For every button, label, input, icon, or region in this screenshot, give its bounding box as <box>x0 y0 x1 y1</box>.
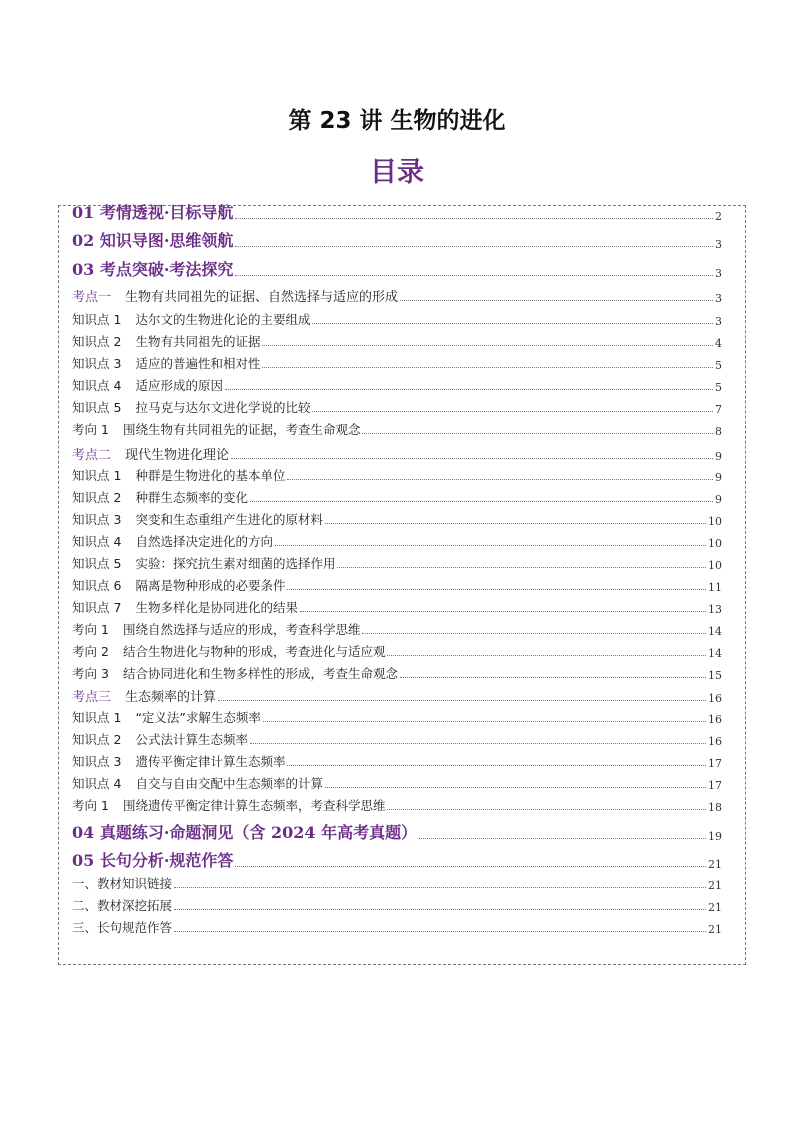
toc-page-number: 18 <box>708 801 722 814</box>
toc-entry-prefix: 知识点 2 <box>72 490 122 505</box>
toc-page-number: 21 <box>708 879 722 892</box>
toc-page-number: 3 <box>715 238 722 251</box>
toc-entry-text: 种群是生物进化的基本单位 <box>135 468 286 483</box>
toc-leader-dots <box>287 764 706 766</box>
toc-entry-label <box>72 257 233 280</box>
toc-leader-dots <box>262 366 713 368</box>
toc-entry[interactable] <box>72 466 722 484</box>
toc-leader-dots <box>174 908 706 910</box>
toc-entry[interactable] <box>72 576 722 594</box>
toc-entry-prefix: 知识点 4 <box>72 378 122 393</box>
toc-leader-dots <box>235 245 713 247</box>
toc-entry-text: 一、教材知识链接 <box>72 876 173 891</box>
toc-entry-label <box>72 598 298 616</box>
toc-entry-text: 遗传平衡定律计算生态频率 <box>135 754 286 769</box>
toc-entry-text: 结合协同进化和生物多样性的形成，考查生命观念 <box>122 666 398 681</box>
toc-entry-label <box>72 228 233 251</box>
toc-entry[interactable] <box>72 554 722 572</box>
toc-entry[interactable] <box>72 752 722 770</box>
toc-leader-dots <box>387 808 706 810</box>
toc-leader-dots <box>419 837 706 839</box>
toc-entry-text: 三、长句规范作答 <box>72 920 173 935</box>
toc-entry[interactable] <box>72 200 722 223</box>
toc-page-number: 10 <box>708 515 722 528</box>
toc-entry-text: 围绕生物有共同祖先的证据，考查生命观念 <box>122 422 361 437</box>
toc-entry[interactable] <box>72 376 722 394</box>
toc-leader-dots <box>225 388 713 390</box>
toc-entry-text: 现代生物进化理论 <box>125 448 230 463</box>
toc-entry[interactable] <box>72 664 722 682</box>
toc-entry[interactable] <box>72 310 722 328</box>
toc-entry-prefix: 知识点 3 <box>72 512 122 527</box>
toc-page-number: 4 <box>715 337 722 350</box>
toc-entry-label <box>72 708 261 726</box>
toc-page-number: 3 <box>715 315 722 328</box>
toc-entry[interactable] <box>72 398 722 416</box>
toc-page-number: 3 <box>715 292 722 305</box>
toc-leader-dots <box>174 886 706 888</box>
toc-page-number: 5 <box>715 381 722 394</box>
toc-entry-label <box>72 554 335 572</box>
toc-entry-prefix: 知识点 4 <box>72 534 122 549</box>
toc-entry-label <box>72 620 360 638</box>
toc-entry-label <box>72 532 273 550</box>
toc-entry-text: 01 考情透视·目标导航 <box>72 203 234 222</box>
toc-entry-label <box>72 848 233 871</box>
toc-entry-label <box>72 332 260 350</box>
toc-entry[interactable] <box>72 598 722 616</box>
toc-entry-text: 围绕遗传平衡定律计算生态频率，考查科学思维 <box>122 798 386 813</box>
toc-leader-dots <box>337 566 706 568</box>
toc-entry-label <box>72 488 248 506</box>
toc-entry-label <box>72 466 285 484</box>
toc-entry-prefix: 知识点 1 <box>72 710 122 725</box>
toc-entry-label <box>72 398 310 416</box>
toc-entry-label <box>72 286 398 305</box>
toc-entry-text: 突变和生态重组产生进化的原材料 <box>135 512 323 527</box>
toc-page-number: 7 <box>715 403 722 416</box>
toc-entry-prefix: 考点一 <box>72 290 112 305</box>
toc-leader-dots <box>400 299 713 301</box>
toc-entry-prefix: 知识点 5 <box>72 556 122 571</box>
toc-entry-text: 生态频率的计算 <box>125 690 217 705</box>
toc-entry-label <box>72 752 285 770</box>
toc-entry-prefix: 知识点 2 <box>72 334 122 349</box>
toc-page-number: 21 <box>708 923 722 936</box>
toc-page-number: 15 <box>708 669 722 682</box>
toc-entry[interactable] <box>72 796 722 814</box>
toc-page-number: 11 <box>708 581 722 594</box>
toc-entry[interactable] <box>72 820 722 843</box>
toc-page-number: 19 <box>708 830 722 843</box>
toc-entry-prefix: 知识点 1 <box>72 468 122 483</box>
toc-entry[interactable] <box>72 642 722 660</box>
toc-entry-prefix: 考向 1 <box>72 422 109 437</box>
toc-entry-prefix: 知识点 1 <box>72 312 122 327</box>
toc-leader-dots <box>325 786 706 788</box>
toc-page-number: 5 <box>715 359 722 372</box>
toc-entry-label <box>72 642 385 660</box>
toc-leader-dots <box>387 654 706 656</box>
toc-entry-text: 达尔文的生物进化论的主要组成 <box>135 312 311 327</box>
toc-page-number: 10 <box>708 537 722 550</box>
toc-page-number: 9 <box>715 471 722 484</box>
toc-entry-label <box>72 686 216 705</box>
toc-page-number: 2 <box>715 210 722 223</box>
toc-entry-prefix: 知识点 5 <box>72 400 122 415</box>
toc-entry-label <box>72 664 398 682</box>
toc-page-number: 14 <box>708 625 722 638</box>
toc-entry-label <box>72 354 260 372</box>
toc-entry-text: 自然选择决定进化的方向 <box>135 534 273 549</box>
toc-leader-dots <box>250 500 713 502</box>
toc-entry-text: 生物多样化是协同进化的结果 <box>135 600 298 615</box>
toc-entry[interactable] <box>72 848 722 871</box>
toc-entry[interactable] <box>72 420 722 438</box>
page-title: 第 23 讲 生物的进化 <box>288 108 506 134</box>
toc-entry-text: 实验：探究抗生素对细菌的选择作用 <box>135 556 336 571</box>
toc-entry[interactable] <box>72 510 722 528</box>
toc-leader-dots <box>312 410 713 412</box>
toc-entry[interactable] <box>72 257 722 280</box>
toc-page-number: 16 <box>708 692 722 705</box>
toc-leader-dots <box>275 544 706 546</box>
toc-leader-dots <box>235 274 713 276</box>
toc-entry-label <box>72 774 323 792</box>
toc-page-number: 17 <box>708 757 722 770</box>
toc-leader-dots <box>231 457 713 459</box>
toc-entry-label <box>72 510 323 528</box>
toc-entry-prefix: 知识点 2 <box>72 732 122 747</box>
toc-entry-prefix: 知识点 3 <box>72 754 122 769</box>
toc-page-number: 21 <box>708 901 722 914</box>
toc-page-number: 21 <box>708 858 722 871</box>
toc-entry-text: 种群生态频率的变化 <box>135 490 248 505</box>
toc-entry-prefix: 知识点 6 <box>72 578 122 593</box>
toc-entry[interactable] <box>72 532 722 550</box>
toc-entry-text: 自交与自由交配中生态频率的计算 <box>135 776 323 791</box>
toc-entry-label <box>72 918 172 936</box>
toc-entry[interactable] <box>72 730 722 748</box>
toc-entry[interactable] <box>72 918 722 936</box>
toc-entry-label <box>72 420 360 438</box>
toc-entry-label <box>72 730 248 748</box>
toc-entry-prefix: 考向 2 <box>72 644 109 659</box>
toc-entry-label <box>72 310 310 328</box>
toc-entry-prefix: 考点二 <box>72 448 112 463</box>
toc-leader-dots <box>287 478 713 480</box>
toc-entry-text: 生物有共同祖先的证据、自然选择与适应的形成 <box>125 290 399 305</box>
toc-page-number: 8 <box>715 425 722 438</box>
toc-entry[interactable] <box>72 444 722 463</box>
toc-entry[interactable] <box>72 354 722 372</box>
toc-entry-text: 围绕自然选择与适应的形成，考查科学思维 <box>122 622 361 637</box>
toc-entry[interactable] <box>72 620 722 638</box>
toc-entry-text: 结合生物进化与物种的形成，考查进化与适应观 <box>122 644 386 659</box>
toc-leader-dots <box>235 865 706 867</box>
toc-leader-dots <box>174 930 706 932</box>
toc-entry-label <box>72 820 417 843</box>
toc-entry-text: 公式法计算生态频率 <box>135 732 248 747</box>
toc-entry-text: 拉马克与达尔文进化学说的比较 <box>135 400 311 415</box>
toc-entry-text: 生物有共同祖先的证据 <box>135 334 261 349</box>
toc-leader-dots <box>218 699 706 701</box>
toc-entry-prefix: 知识点 3 <box>72 356 122 371</box>
toc-entry-label <box>72 896 172 914</box>
toc-leader-dots <box>362 432 713 434</box>
toc-entry-text: 03 考点突破·考法探究 <box>72 260 234 279</box>
toc-entry-label <box>72 576 285 594</box>
toc-entry-label <box>72 200 233 223</box>
toc-entry-label <box>72 874 172 892</box>
toc-entry[interactable] <box>72 332 722 350</box>
toc-leader-dots <box>325 522 706 524</box>
toc-leader-dots <box>400 676 706 678</box>
toc-entry[interactable] <box>72 228 722 251</box>
toc-entry[interactable] <box>72 874 722 892</box>
toc-entry[interactable] <box>72 686 722 705</box>
toc-page-number: 14 <box>708 647 722 660</box>
toc-leader-dots <box>262 344 713 346</box>
toc-page-number: 9 <box>715 493 722 506</box>
toc-entry-text: 04 真题练习·命题洞见（含 2024 年高考真题） <box>72 823 418 842</box>
toc-leader-dots <box>300 610 706 612</box>
toc-page-number: 16 <box>708 735 722 748</box>
toc-page-number: 9 <box>715 450 722 463</box>
toc-entry-prefix: 考向 3 <box>72 666 109 681</box>
toc-entry-prefix: 考向 1 <box>72 622 109 637</box>
toc-entry-label <box>72 376 223 394</box>
toc-entry[interactable] <box>72 896 722 914</box>
toc-entry-text: 隔离是物种形成的必要条件 <box>135 578 286 593</box>
toc-page-number: 16 <box>708 713 722 726</box>
toc-leader-dots <box>287 588 706 590</box>
toc-entry-label <box>72 796 385 814</box>
toc-entry-label <box>72 444 229 463</box>
toc-page-number: 17 <box>708 779 722 792</box>
toc-entry-text: 二、教材深挖拓展 <box>72 898 173 913</box>
toc-entry-text: “定义法”求解生态频率 <box>135 710 261 725</box>
toc-entry[interactable] <box>72 774 722 792</box>
toc-entry-prefix: 知识点 4 <box>72 776 122 791</box>
toc-entry-prefix: 考向 1 <box>72 798 109 813</box>
toc-entry-prefix: 考点三 <box>72 690 112 705</box>
toc-entry-text: 适应的普遍性和相对性 <box>135 356 261 371</box>
toc-heading: 目录 <box>370 157 424 188</box>
toc-page-number: 10 <box>708 559 722 572</box>
toc-page-number: 3 <box>715 267 722 280</box>
toc-entry-text: 适应形成的原因 <box>135 378 223 393</box>
toc-entry[interactable] <box>72 286 722 305</box>
toc-page-number: 13 <box>708 603 722 616</box>
toc-entry[interactable] <box>72 708 722 726</box>
toc-entry[interactable] <box>72 488 722 506</box>
toc-entry-text: 05 长句分析·规范作答 <box>72 851 234 870</box>
toc-leader-dots <box>263 720 706 722</box>
toc-entry-text: 02 知识导图·思维领航 <box>72 231 234 250</box>
toc-leader-dots <box>362 632 706 634</box>
toc-leader-dots <box>250 742 706 744</box>
toc-entry-prefix: 知识点 7 <box>72 600 122 615</box>
toc-leader-dots <box>235 217 713 219</box>
toc-leader-dots <box>312 322 713 324</box>
